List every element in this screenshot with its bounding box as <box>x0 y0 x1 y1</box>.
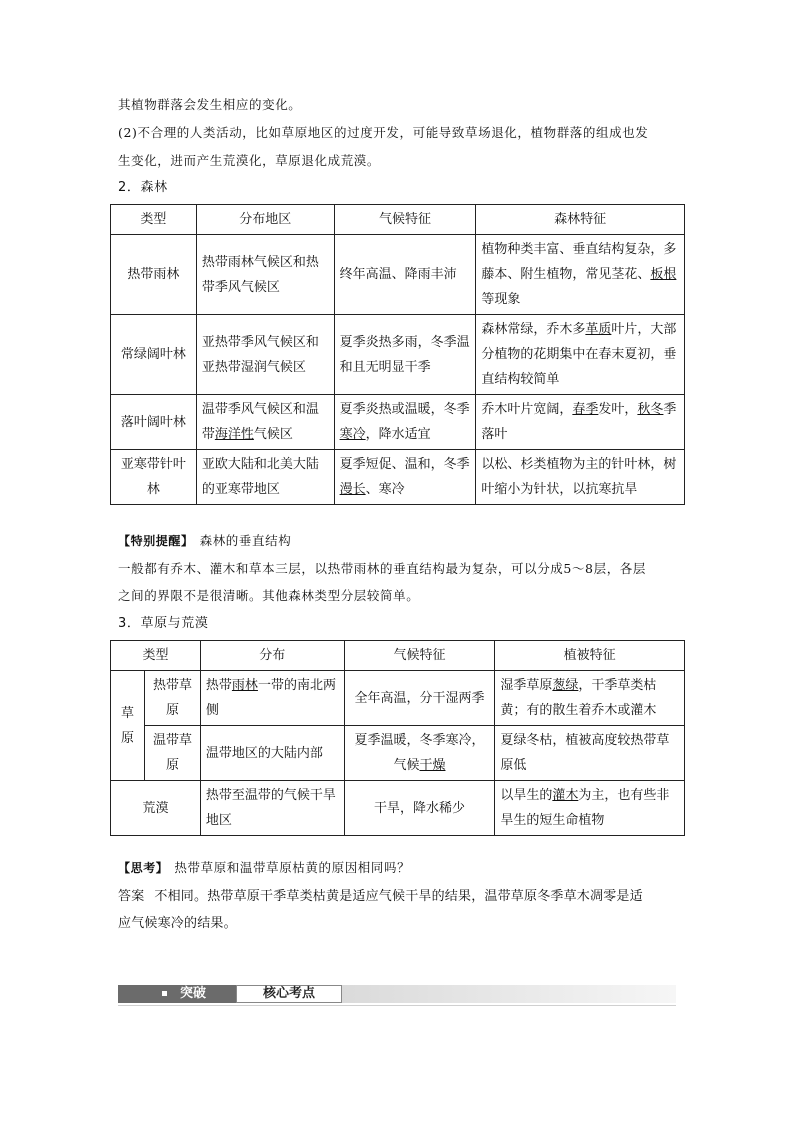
forest-region: 亚欧大陆和北美大陆的亚寒带地区 <box>196 450 334 505</box>
grass-vegetation: 以旱生的灌木为主，也有些非旱生的短生命植物 <box>495 781 685 836</box>
forest-region: 亚热带季风气候区和亚热带湿润气候区 <box>196 315 334 395</box>
header-climate: 气候特征 <box>344 641 495 671</box>
grass-climate: 干旱，降水稀少 <box>344 781 495 836</box>
banner-right-label: 核心考点 <box>236 985 342 1003</box>
grass-type: 荒漠 <box>111 781 201 836</box>
answer-line-2: 应气候寒冷的结果。 <box>118 916 237 931</box>
forest-type: 落叶阔叶林 <box>111 395 197 450</box>
grass-distribution: 热带雨林一带的南北两侧 <box>200 671 344 726</box>
tip-label: 【特别提醒】 <box>118 534 194 548</box>
table-header-row <box>111 205 685 235</box>
table-row <box>111 781 685 836</box>
forest-type: 常绿阔叶林 <box>111 315 197 395</box>
forest-type: 热带雨林 <box>111 235 197 315</box>
table-row <box>111 235 685 315</box>
grassland-group: 草原 <box>111 671 145 781</box>
header-distribution: 分布 <box>200 641 344 671</box>
grass-distribution: 温带地区的大陆内部 <box>200 726 344 781</box>
table-row <box>111 395 685 450</box>
think-label: 【思考】 <box>118 861 169 875</box>
banner-left-block <box>118 985 236 1003</box>
grass-type: 热带草原 <box>144 671 200 726</box>
think-question: 热带草原和温带草原枯黄的原因相同吗？ <box>174 860 411 875</box>
table-row <box>111 726 685 781</box>
header-climate: 气候特征 <box>334 205 476 235</box>
tip-title: 森林的垂直结构 <box>199 533 292 548</box>
forest-feature: 森林常绿，乔木多革质叶片，大部分植物的花期集中在春末夏初，垂直结构较简单 <box>476 315 685 395</box>
table-row <box>111 450 685 505</box>
forest-region: 热带雨林气候区和热带季风气候区 <box>196 235 334 315</box>
grass-type: 温带草原 <box>144 726 200 781</box>
banner-left-label: 突破 <box>180 986 207 1001</box>
tip-heading <box>118 528 678 554</box>
forest-climate: 夏季短促、温和，冬季漫长、寒冷 <box>334 450 476 505</box>
forest-feature: 乔木叶片宽阔，春季发叶，秋冬季落叶 <box>476 395 685 450</box>
think-heading <box>118 855 678 881</box>
answer-label: 答案 <box>118 889 145 904</box>
header-feature: 森林特征 <box>476 205 685 235</box>
grass-climate: 全年高温，分干湿两季 <box>344 671 495 726</box>
banner-underline <box>118 1005 676 1006</box>
grassland-table <box>110 640 685 836</box>
forest-feature: 以松、杉类植物为主的针叶林，树叶缩小为针状，以抗寒抗旱 <box>476 450 685 505</box>
table-row <box>111 671 685 726</box>
forest-climate: 夏季炎热多雨，冬季温和且无明显干季 <box>334 315 476 395</box>
square-bullet-icon <box>162 991 167 996</box>
header-type: 类型 <box>111 205 197 235</box>
forest-region: 温带季风气候区和温带海洋性气候区 <box>196 395 334 450</box>
section-banner <box>118 985 676 1003</box>
intro-line-1: 其植物群落会发生相应的变化。 <box>118 97 302 112</box>
header-type: 类型 <box>111 641 201 671</box>
intro-line-3: 生变化，进而产生荒漠化，草原退化成荒漠。 <box>118 153 381 168</box>
table-row <box>111 315 685 395</box>
forest-table <box>110 204 685 505</box>
grass-vegetation: 湿季草原葱绿，干季草类枯黄；有的散生着乔木或灌木 <box>495 671 685 726</box>
tip-line-2: 之间的界限不是很清晰。其他森林类型分层较简单。 <box>118 588 420 603</box>
header-region: 分布地区 <box>196 205 334 235</box>
forest-climate: 终年高温、降雨丰沛 <box>334 235 476 315</box>
section-heading-forest: 2．森林 <box>118 180 168 195</box>
forest-feature: 植物种类丰富、垂直结构复杂，多藤本、附生植物，常见茎花、板根等现象 <box>476 235 685 315</box>
section-heading-grassland: 3．草原与荒漠 <box>118 616 209 631</box>
table-header-row <box>111 641 685 671</box>
answer-line-1: 答案 不相同。热带草原干季草类枯黄是适应气候干旱的结果，温带草原冬季草木凋零是适 <box>118 889 643 904</box>
forest-type: 亚寒带针叶林 <box>111 450 197 505</box>
grass-vegetation: 夏绿冬枯，植被高度较热带草原低 <box>495 726 685 781</box>
grass-distribution: 热带至温带的气候干旱地区 <box>200 781 344 836</box>
intro-line-2: (2)不合理的人类活动，比如草原地区的过度开发，可能导致草场退化，植物群落的组成也发 <box>118 125 649 140</box>
tip-line-1: 一般都有乔木、灌木和草本三层，以热带雨林的垂直结构最为复杂，可以分成5～8层，各层 <box>118 561 647 576</box>
header-vegetation: 植被特征 <box>495 641 685 671</box>
grass-climate: 夏季温暖，冬季寒冷，气候干燥 <box>344 726 495 781</box>
forest-climate: 夏季炎热或温暖，冬季寒冷，降水适宜 <box>334 395 476 450</box>
